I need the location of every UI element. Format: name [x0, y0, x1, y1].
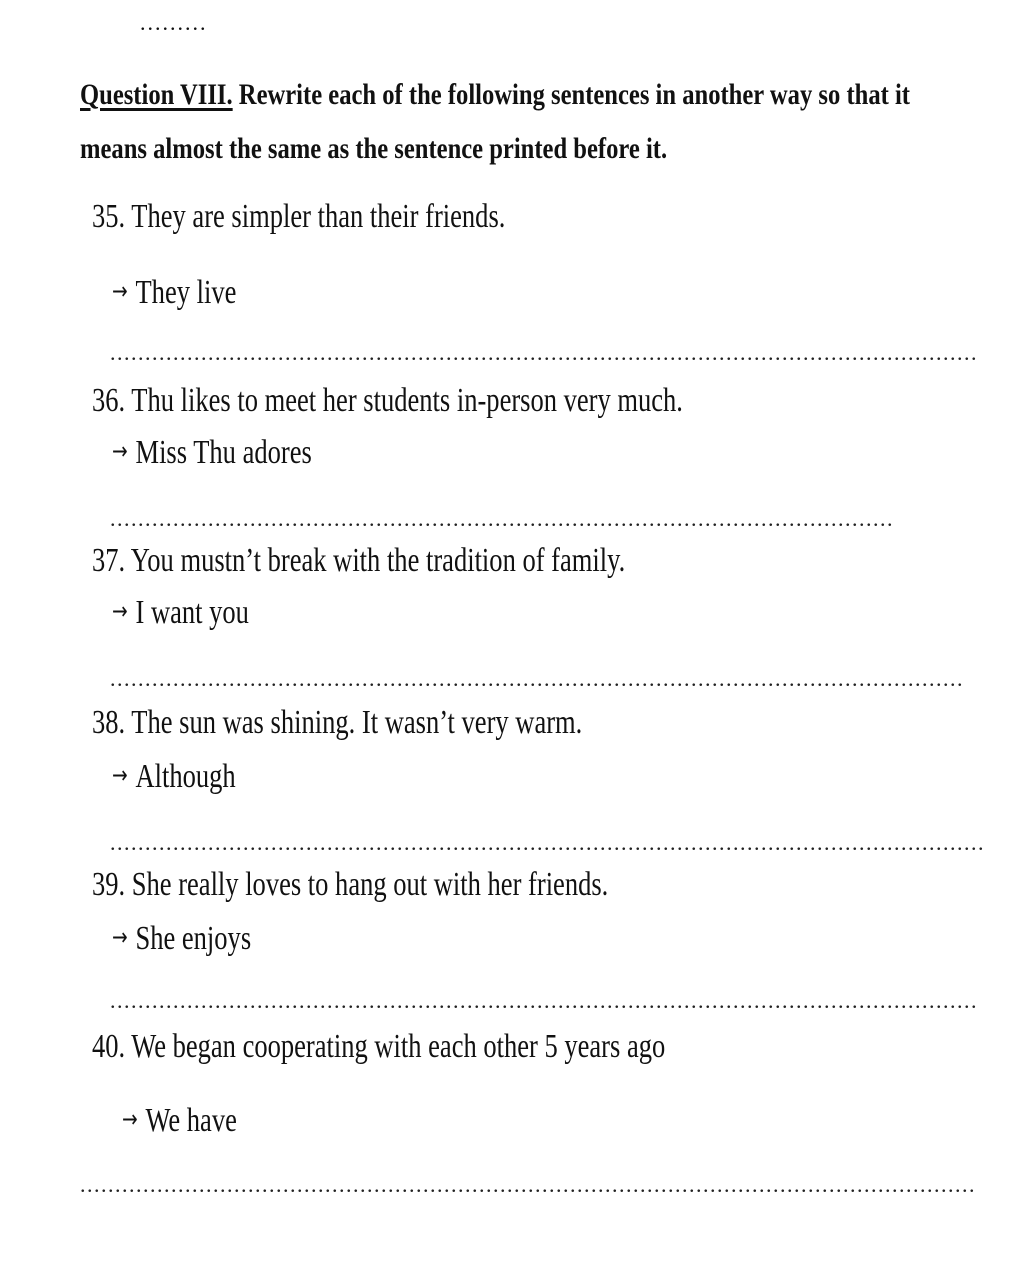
question-label: Question VIII.	[80, 78, 233, 111]
arrow-right-icon: →	[112, 923, 128, 951]
question-heading	[80, 68, 974, 176]
question-39-answer-prompt	[112, 922, 251, 956]
arrow-right-icon: →	[112, 277, 128, 305]
question-40-sentence	[92, 1030, 665, 1064]
arrow-right-icon: →	[112, 761, 128, 789]
arrow-right-icon: →	[112, 597, 128, 625]
question-number: 38.	[92, 704, 126, 741]
question-38-answer-prompt	[112, 760, 236, 794]
answer-start: We have	[145, 1102, 237, 1139]
question-37-sentence	[92, 544, 625, 578]
question-sentence: We began cooperating with each other 5 years ago	[131, 1028, 666, 1065]
question-35-answer-line[interactable]	[110, 342, 976, 364]
question-36-answer-line[interactable]	[110, 508, 892, 530]
question-36-sentence	[92, 384, 683, 418]
arrow-right-icon: →	[112, 437, 128, 465]
question-sentence: Thu likes to meet her students in-person very much.	[131, 382, 683, 419]
question-38-answer-line[interactable]	[110, 832, 984, 854]
question-35-answer-prompt	[112, 276, 236, 310]
question-number: 37.	[92, 542, 126, 579]
answer-start: I want you	[135, 594, 249, 631]
question-number: 35.	[92, 198, 126, 235]
question-instruction: Rewrite each of the following sentences in another way so that it means almost the same as the sentence printed before it.	[80, 78, 910, 165]
question-36-answer-prompt	[112, 436, 312, 470]
question-sentence: The sun was shining. It wasn’t very warm.	[131, 704, 583, 741]
question-35-sentence	[92, 200, 505, 234]
question-39-sentence	[92, 868, 608, 902]
question-40-answer-line[interactable]	[80, 1174, 974, 1196]
question-number: 36.	[92, 382, 126, 419]
question-40-answer-prompt	[122, 1104, 237, 1138]
answer-start: Miss Thu adores	[135, 434, 312, 471]
question-38-sentence	[92, 706, 582, 740]
answer-start: Although	[135, 758, 236, 795]
answer-start: They live	[135, 274, 237, 311]
question-number: 39.	[92, 866, 126, 903]
arrow-right-icon: →	[122, 1105, 138, 1133]
question-number: 40.	[92, 1028, 126, 1065]
answer-start: She enjoys	[135, 920, 252, 957]
question-sentence: She really loves to hang out with her friends.	[131, 866, 609, 903]
question-37-answer-line[interactable]	[110, 668, 962, 690]
top-dots: .........	[140, 10, 208, 35]
question-sentence: They are simpler than their friends.	[131, 198, 506, 235]
question-sentence: You mustn’t break with the tradition of family.	[130, 542, 626, 579]
question-37-answer-prompt	[112, 596, 249, 630]
question-39-answer-line[interactable]	[110, 990, 976, 1012]
